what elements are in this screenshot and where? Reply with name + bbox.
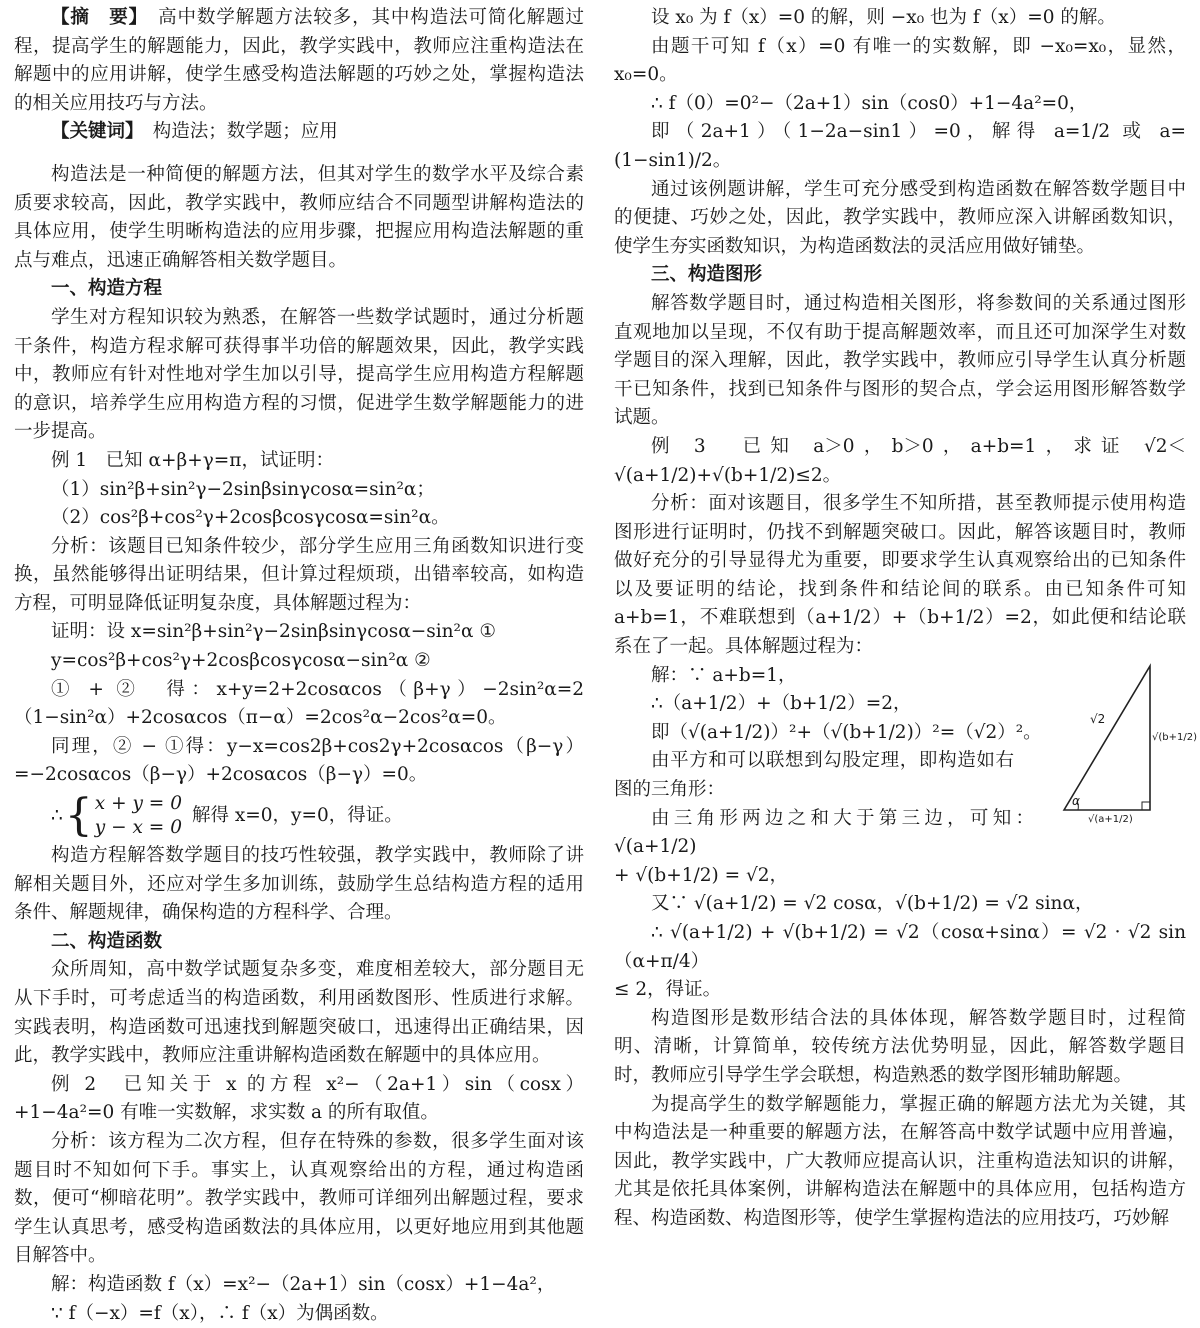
solution-3-line-5: 由三角形两边之和大于第三边，可知：√(a+1/2) bbox=[614, 807, 1034, 858]
proof-line-3: ① + ② 得：x+y=2+2cosαcos（β+γ）−2sin²α=2（1−sin²α）+2cosαcos（π−α）=2cos²α−2cos²α=0。 bbox=[14, 678, 584, 729]
example-1-part-b: （2）cos²β+cos²γ+2cosβcosγcosα=sin²α。 bbox=[51, 507, 450, 529]
system-equations bbox=[95, 792, 182, 840]
equation-system bbox=[14, 792, 584, 840]
abstract bbox=[14, 4, 584, 118]
solution-2-line-6: 即（2a+1）（1−2a−sin1）=0，解得 a=1/2 或 a=(1−sin1)/2。 bbox=[614, 121, 1186, 171]
system-conclusion: 解得 x=0，y=0，得证。 bbox=[191, 804, 403, 826]
example-1: 例 1 已知 α+β+γ=π，试证明： bbox=[51, 449, 334, 471]
intro-paragraph: 构造法是一种简便的解题方法，但其对学生的数学水平及综合素质要求较高，因此，教学实践中，教师应结合不同题型讲解构造法的具体应用，使学生明晰构造法的应用步骤，把握应用构造法解题的重点与难点，迅速正确解答相关数学题目。 bbox=[14, 163, 584, 271]
solution-3-line-1: 解：∵ a+b=1， bbox=[651, 664, 797, 686]
left-column bbox=[14, 4, 584, 1328]
section-3-paragraph: 解答数学题目时，通过构造相关图形，将参数间的关系通过图形直观地加以呈现，不仅有助于提高解题效率，而且还可加深学生对数学题目的深入理解，因此，教学实践中，教师应引导学生认真分析题干已知条件，找到已知条件与图形的契合点，学会运用图形解答数学试题。 bbox=[614, 292, 1186, 429]
example-3: 例 3 已知 a＞0，b＞0，a+b=1，求证 √2＜√(a+1/2)+√(b+1/2)≤2。 bbox=[614, 435, 1186, 486]
solution-2-line-3: 设 x₀ 为 f（x）=0 的解，则 −x₀ 也为 f（x）=0 的解。 bbox=[651, 7, 1116, 28]
angle-label: α bbox=[1072, 794, 1080, 808]
solution-3-line-3: 即（√(a+1/2)）²+（√(b+1/2)）²=（√2）²。 bbox=[651, 721, 1042, 743]
solution-3-line-8: ∴ √(a+1/2) + √(b+1/2) = √2（cosα+sinα）= √2 · √2 sin（α+π/4） bbox=[614, 922, 1186, 972]
right-column bbox=[614, 4, 1186, 1234]
keywords bbox=[14, 118, 584, 147]
solution-2-line-1: 解：构造函数 f（x）=x²−（2a+1）sin（cosx）+1−4a²， bbox=[51, 1273, 556, 1295]
solution-3-line-6: + √(b+1/2) = √2， bbox=[614, 864, 789, 886]
solution-2-line-2: ∵ f（−x）=f（x），∴ f（x）为偶函数。 bbox=[51, 1302, 389, 1324]
example-3-analysis: 分析：面对该题目，很多学生不知所措，甚至教师提示使用构造图形进行证明时，仍找不到解题突破口。因此，解答该题目时，教师做好充分的引导显得尤为重要，即要求学生认真观察给出的已知条件以及要证明的结论，找到条件和结论间的联系。由已知条件可知 a+b=1，不难联想到（a+1/2）+（b+1/2）=2，如此便和结论联系在了一起。具体解题过程为： bbox=[614, 493, 1186, 658]
right-angle-mark bbox=[1142, 802, 1150, 810]
proof-line-1: 证明：设 x=sin²β+sin²γ−2sinβsinγcosα−sin²α ① bbox=[51, 621, 496, 643]
example-1-analysis: 分析：该题目已知条件较少，部分学生应用三角函数知识进行变换，虽然能够得出证明结果，但计算过程烦琐，出错率较高，如构造方程，可明显降低证明复杂度，具体解题过程为： bbox=[14, 535, 584, 614]
system-equation-2: y − x = 0 bbox=[94, 817, 182, 839]
abstract-text: 高中数学解题方法较多，其中构造法可简化解题过程，提高学生的解题能力，因此，教学实践中，教师应注重构造法在解题中的应用讲解，使学生感受构造法解题的巧妙之处，掌握构造法的相关应用技巧与方法。 bbox=[14, 7, 584, 114]
proof-line-2: y=cos²β+cos²γ+2cosβcosγcosα−sin²α ② bbox=[51, 650, 431, 672]
brace-symbol: { bbox=[64, 790, 93, 842]
section-title-1: 一、构造方程 bbox=[51, 278, 163, 300]
conclusion-paragraph: 为提高学生的数学解题能力，掌握正确的解题方法尤为关键，其中构造法是一种重要的解题方法，在解答高中数学试题中应用普遍，因此，教学实践中，广大教师应提高认识，注重构造法知识的讲解，尤其是依托具体案例，讲解构造法在解题中的具体应用，包括构造方程、构造函数、构造图形等，使学生掌握构造法的应用技巧，巧妙解 bbox=[614, 1093, 1186, 1229]
vertical-side-label: √(b+1/2) bbox=[1152, 732, 1197, 743]
solution-2-line-5: ∴ f（0）=0²−（2a+1）sin（cos0）+1−4a²=0， bbox=[651, 92, 1088, 114]
keywords-label: 【关键词】 bbox=[51, 121, 135, 143]
spacer bbox=[14, 147, 584, 161]
section-1-summary: 构造方程解答数学题目的技巧性较强，教学实践中，教师除了讲解相关题目外，还应对学生多加训练，鼓励学生总结构造方程的适用条件、解题规律，确保构造的方程科学、合理。 bbox=[14, 845, 584, 924]
proof-line-4: 同理，② − ①得：y−x=cos2β+cos2γ+2cosαcos（β−γ）=−2cosαcos（β−γ）+2cosαcos（β−γ）=0。 bbox=[14, 735, 584, 786]
solution-3-line-2: ∴（a+1/2）+（b+1/2）=2， bbox=[651, 693, 912, 715]
section-2-summary: 通过该例题讲解，学生可充分感受到构造函数在解答数学题目中的便捷、巧妙之处，因此，教学实践中，教师应深入讲解函数知识，使学生夯实函数知识，为构造函数法的灵活应用做好铺垫。 bbox=[614, 178, 1186, 257]
section-3-summary: 构造图形是数形结合法的具体体现，解答数学题目时，过程简明、清晰，计算简单，较传统方法优势明显，因此，解答数学题目时，教师应引导学生学会联想，构造熟悉的数学图形辅助解题。 bbox=[614, 1007, 1186, 1086]
section-title-2: 二、构造函数 bbox=[51, 930, 163, 952]
base-side-label: √(a+1/2) bbox=[1088, 814, 1133, 825]
therefore-symbol: ∴ bbox=[51, 804, 63, 826]
example-2: 例 2 已知关于 x 的方程 x²−（2a+1）sin（cosx）+1−4a²=0 有唯一实数解，求实数 a 的所有取值。 bbox=[14, 1073, 584, 1124]
system-equation-1: x + y = 0 bbox=[94, 793, 182, 815]
hypotenuse-label: √2 bbox=[1090, 712, 1106, 726]
solution-3-line-4: 由平方和可以联想到勾股定理，即构造如右图的三角形： bbox=[614, 750, 1014, 801]
section-1-paragraph: 学生对方程知识较为熟悉，在解答一些数学试题时，通过分析题干条件，构造方程求解可获得事半功倍的解题效果，因此，教学实践中，教师应有针对性地对学生加以引导，提高学生应用构造方程解题的意识，培养学生应用构造方程的习惯，促进学生数学解题能力的进一步提高。 bbox=[14, 306, 584, 443]
abstract-label: 【摘 要】 bbox=[51, 7, 139, 28]
right-triangle-figure bbox=[1058, 660, 1198, 840]
example-1-part-a: （1）sin²β+sin²γ−2sinβsinγcosα=sin²α； bbox=[51, 478, 435, 500]
solution-3-line-7: 又∵ √(a+1/2) = √2 cosα，√(b+1/2) = √2 sinα， bbox=[651, 893, 1094, 915]
solution-3-line-9: ≤ 2，得证。 bbox=[614, 979, 722, 1001]
solution-2-line-4: 由题干可知 f（x）=0 有唯一的实数解，即 −x₀=x₀，显然，x₀=0。 bbox=[614, 35, 1186, 86]
triangle-shape bbox=[1064, 666, 1150, 810]
keywords-text: 构造法；数学题；应用 bbox=[152, 121, 338, 143]
example-2-analysis: 分析：该方程为二次方程，但存在特殊的参数，很多学生面对该题目时不知如何下手。事实上，认真观察给出的方程，通过构造函数，便可“柳暗花明”。教学实践中，教师可详细列出解题过程，要求学生认真思考，感受构造函数法的具体应用，以更好地应用到其他题目解答中。 bbox=[14, 1130, 584, 1267]
section-title-3: 三、构造图形 bbox=[651, 264, 763, 286]
triangle-svg bbox=[1058, 660, 1198, 840]
section-2-paragraph: 众所周知，高中数学试题复杂多变，难度相差较大，部分题目无从下手时，可考虑适当的构造函数，利用函数图形、性质进行求解。实践表明，构造函数可迅速找到解题突破口，迅速得出正确结果，因此，教学实践中，教师应注重讲解构造函数在解题中的具体应用。 bbox=[14, 959, 584, 1067]
